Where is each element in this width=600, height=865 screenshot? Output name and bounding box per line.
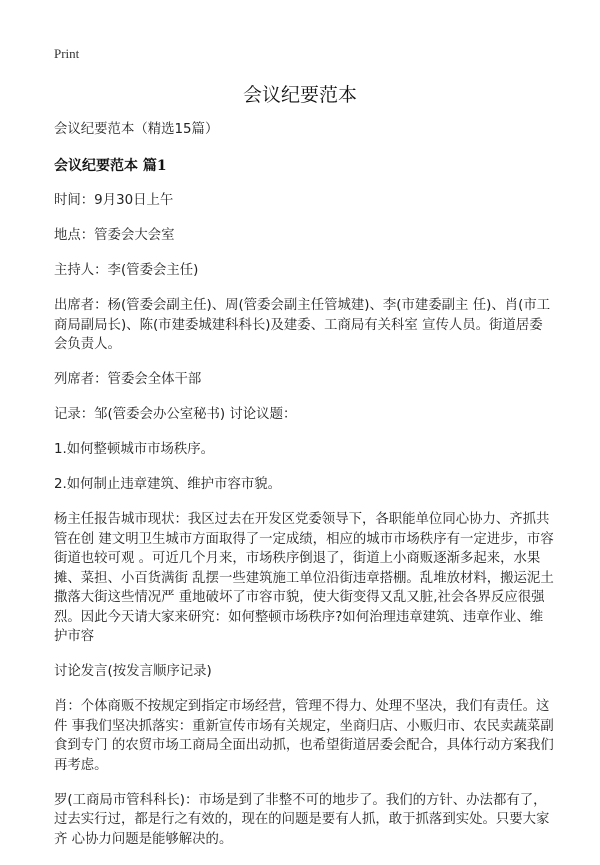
print-link[interactable]: Print bbox=[54, 46, 80, 61]
meeting-location: 地点：管委会大会室 bbox=[54, 228, 175, 243]
document-title: 会议纪要范本 bbox=[242, 84, 357, 106]
meeting-host: 主持人：李(管委会主任) bbox=[54, 263, 199, 278]
discussion-heading: 讨论发言(按发言顺序记录) bbox=[54, 664, 212, 679]
agenda-item-1: 1.如何整顿城市市场秩序。 bbox=[54, 442, 215, 457]
speaker-luo: 罗(工商局市管科科长)：市场是到了非整不可的地步了。我们的方针、办法都有了，过去实行过，都是行之有效的，现在的问题是要有人抓，敢于抓落到实处。只要大家齐 心协力问题是能够解决的。 bbox=[54, 792, 550, 847]
meeting-time: 时间：9月30日上午 bbox=[54, 193, 174, 208]
section-heading: 会议纪要范本 篇1 bbox=[54, 158, 167, 174]
speaker-xiao: 肖：个体商贩不按规定到指定市场经营，管理不得力、处理不坚决，我们有责任。这件 事我们坚决抓落实：重新宣传市场有关规定，坐商归店、小贩归市、农民卖蔬菜副食到专门 的农贸市场工商局全面出动抓，也希望街道居委会配合，具体行动方案我们再考虑。 bbox=[54, 699, 554, 773]
recorder: 记录：邹(管委会办公室秘书) 讨论议题： bbox=[54, 407, 297, 422]
attendees: 出席者：杨(管委会副主任)、周(管委会副主任管城建)、李(市建委副主 任)、肖(市工商局副局长)、陈(市建委城建科科长)及建委、工商局有关科室 宣传人员。街道居委会负责人。 bbox=[54, 298, 551, 352]
report-paragraph: 杨主任报告城市现状：我区过去在开发区党委领导下，各职能单位同心协力、齐抓共管在创 建文明卫生城市方面取得了一定成绩，相应的城市市场秩序有一定进步，市容街道也较可观 。可近几个月来，市场秩序倒退了，街道上小商贩逐渐多起来，水果摊、菜担、小百货满街 乱摆一些建筑施工单位沿街违章搭棚。乱堆放材料，搬运泥土撒落大街这些情况严 重地破坏了市容市貌，使大街变得又乱又脏,社会各界反应很强烈。因此今天请大家来研究：如何整顿市场秩序?如何治理违章建筑、违章作业、维护市容 bbox=[54, 512, 554, 644]
document-subtitle: 会议纪要范本（精选15篇） bbox=[54, 122, 219, 137]
document-body bbox=[54, 120, 554, 865]
observers: 列席者：管委会全体干部 bbox=[54, 372, 202, 387]
agenda-item-2: 2.如何制止违章建筑、维护市容市貌。 bbox=[54, 477, 282, 492]
